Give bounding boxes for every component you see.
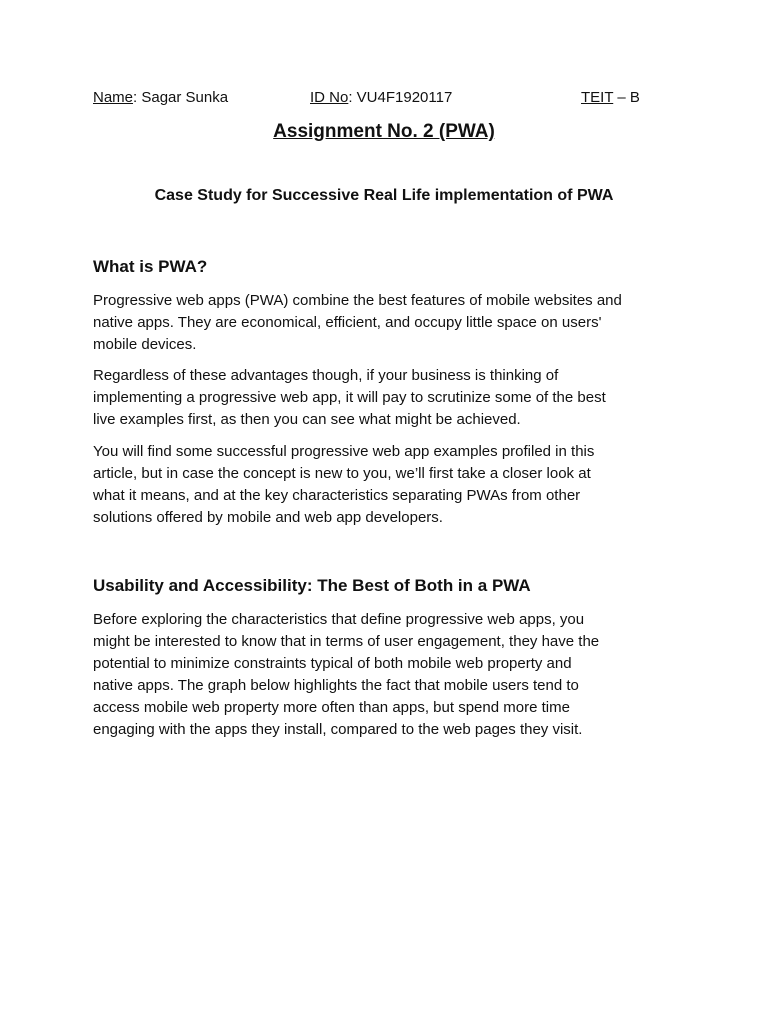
class-label: TEIT <box>581 89 614 106</box>
class-value: – B <box>613 89 640 106</box>
student-id <box>310 89 452 106</box>
paragraph-line: article, but in case the concept is new to you, we’ll first take a closer look at <box>93 465 591 482</box>
paragraph-line: potential to minimize constraints typical of both mobile web property and <box>93 655 572 672</box>
paragraph-line: mobile devices. <box>93 336 197 353</box>
paragraph-line: access mobile web property more often than apps, but spend more time <box>93 699 570 716</box>
case-study-title: Case Study for Successive Real Life implementation of PWA <box>154 187 614 204</box>
paragraph-line: might be interested to know that in terms of user engagement, they have the <box>93 633 600 650</box>
paragraph-line: native apps. The graph below highlights the fact that mobile users tend to <box>93 677 579 694</box>
paragraph <box>93 441 683 529</box>
name-label: Name <box>93 89 134 106</box>
id-value: : VU4F1920117 <box>348 89 453 106</box>
paragraph-line: live examples first, as then you can see what might be achieved. <box>93 411 521 428</box>
paragraph <box>93 609 683 741</box>
section-heading-what-is-pwa: What is PWA? <box>93 257 208 276</box>
student-name <box>93 89 228 106</box>
paragraph-line: what it means, and at the key characteristics separating PWAs from other <box>93 487 581 504</box>
paragraph-line: solutions offered by mobile and web app developers. <box>93 509 443 526</box>
paragraph-line: implementing a progressive web app, it will pay to scrutinize some of the best <box>93 389 606 406</box>
assignment-title-text: Assignment No. 2 (PWA) <box>273 121 495 142</box>
name-value: : Sagar Sunka <box>133 89 229 106</box>
student-info-header <box>93 89 653 109</box>
paragraph-line: Regardless of these advantages though, if your business is thinking of <box>93 367 559 384</box>
paragraph-line: Before exploring the characteristics that define progressive web apps, you <box>93 611 585 628</box>
id-label: ID No <box>310 89 349 106</box>
paragraph-line: Progressive web apps (PWA) combine the best features of mobile websites and <box>93 292 622 309</box>
paragraph <box>93 365 683 431</box>
paragraph-line: You will find some successful progressive web app examples profiled in this <box>93 443 595 460</box>
paragraph <box>93 290 683 356</box>
paragraph-line: native apps. They are economical, efficient, and occupy little space on users' <box>93 314 602 331</box>
student-class <box>581 89 640 106</box>
assignment-title <box>0 121 768 143</box>
paragraph-line: engaging with the apps they install, compared to the web pages they visit. <box>93 721 583 738</box>
section-heading-usability: Usability and Accessibility: The Best of Both in a PWA <box>93 576 531 595</box>
